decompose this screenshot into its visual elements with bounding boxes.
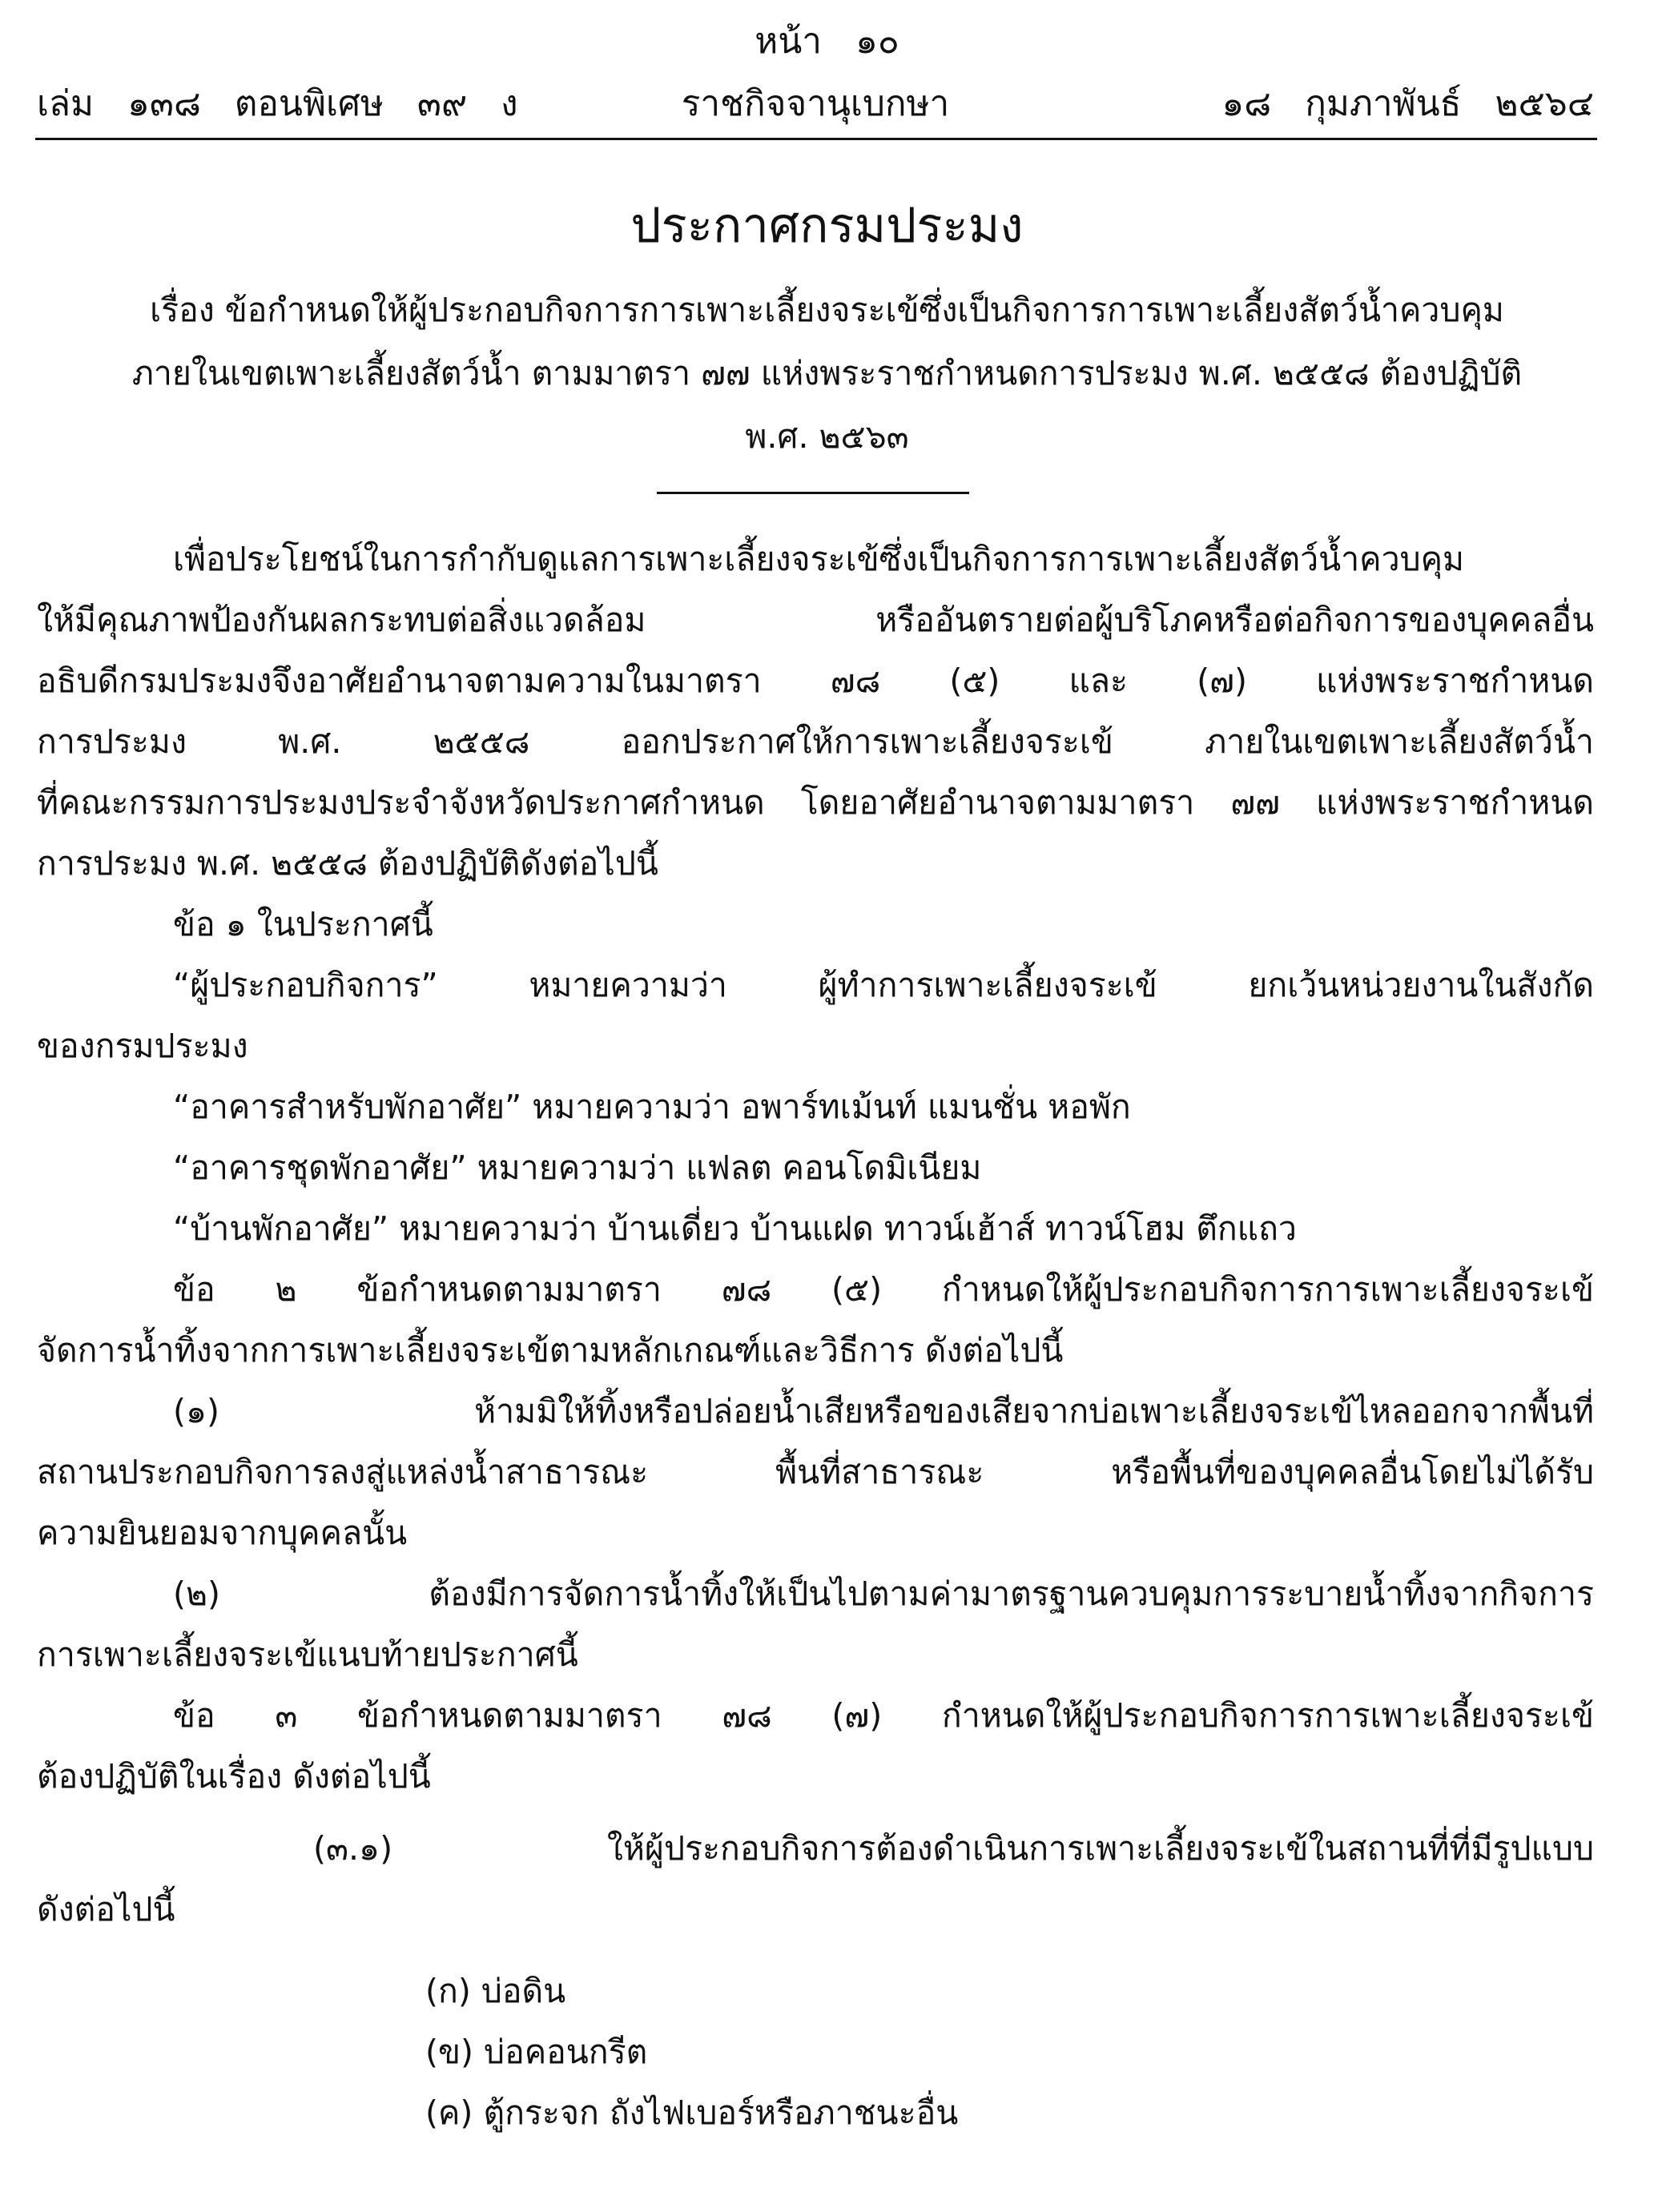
- definition-operator-cont: ของกรมประมง: [37, 1027, 248, 1065]
- clause-1-heading: ข้อ ๑ ในประกาศนี้: [173, 905, 433, 943]
- publication-name: ราชกิจจานุเบกษา: [681, 83, 950, 124]
- preamble-line: เพื่อประโยชน์ในการกำกับดูแลการเพาะเลี้ยงจระเข้ซึ่งเป็นกิจการการเพาะเลี้ยงสัตว์น้ำควบคุม: [173, 540, 1465, 578]
- subject-block: [40, 279, 1614, 469]
- preamble-line: การประมง พ.ศ. ๒๕๕๘ ออกประกาศให้การเพาะเลี้ยงจระเข้ ภายในเขตเพาะเลี้ยงสัตว์น้ำ: [37, 722, 1594, 761]
- preamble-line: ให้มีคุณภาพป้องกันผลกระทบต่อสิ่งแวดล้อม หรืออันตรายต่อผู้บริโภคหรือต่อกิจการของบุคคลอื่น: [37, 601, 1594, 639]
- definition-operator: “ผู้ประกอบกิจการ” หมายความว่า ผู้ทำการเพาะเลี้ยงจระเข้ ยกเว้นหน่วยงานในสังกัด: [173, 966, 1594, 1004]
- gazette-header: [37, 78, 1594, 130]
- clause-3-heading: ข้อ ๓ ข้อกำหนดตามมาตรา ๗๘ (๗) กำหนดให้ผู้ประกอบกิจการการเพาะเลี้ยงจระเข้: [173, 1696, 1594, 1735]
- preamble-line: อธิบดีกรมประมงจึงอาศัยอำนาจตามความในมาตรา ๗๘ (๕) และ (๗) แห่งพระราชกำหนด: [37, 662, 1594, 700]
- clause-3-sub-1: (๓.๑) ให้ผู้ประกอบกิจการต้องดำเนินการเพาะเลี้ยงจระเข้ในสถานที่ที่มีรูปแบบ: [313, 1829, 1594, 1868]
- option-concrete-pond: (ข) บ่อคอนกรีต: [425, 2033, 648, 2071]
- subject-line: ภายในเขตเพาะเลี้ยงสัตว์น้ำ ตามมาตรา ๗๗ แห่งพระราชกำหนดการประมง พ.ศ. ๒๕๕๘ ต้องปฏิบัติ: [131, 354, 1523, 392]
- preamble-line: ที่คณะกรรมการประมงประจำจังหวัดประกาศกำหนด โดยอาศัยอำนาจตามมาตรา ๗๗ แห่งพระราชกำหนด: [37, 783, 1594, 822]
- document-body: [37, 529, 1594, 2143]
- title-divider: [657, 492, 969, 494]
- volume-issue: เล่ม ๑๓๘ ตอนพิเศษ ๓๙ ง: [37, 83, 518, 124]
- definition-residential-building: “อาคารสำหรับพักอาศัย” หมายความว่า อพาร์ทเม้นท์ แมนชั่น หอพัก: [173, 1088, 1131, 1126]
- subject-year: พ.ศ. ๒๕๖๓: [745, 417, 909, 456]
- clause-2-line: จัดการน้ำทิ้งจากการเพาะเลี้ยงจระเข้ตามหลักเกณฑ์และวิธีการ ดังต่อไปนี้: [37, 1331, 1064, 1369]
- document-title: ประกาศกรมประมง: [630, 198, 1024, 254]
- clause-2-item-1: (๑) ห้ามมิให้ทิ้งหรือปล่อยน้ำเสียหรือของเสียจากบ่อเพาะเลี้ยงจระเข้ไหลออกจากพื้นที่: [173, 1392, 1594, 1430]
- definition-condominium: “อาคารชุดพักอาศัย” หมายความว่า แฟลต คอนโดมิเนียม: [173, 1148, 982, 1187]
- page-number: หน้า ๑๐: [755, 21, 899, 62]
- subject-line: เรื่อง ข้อกำหนดให้ผู้ประกอบกิจการการเพาะเลี้ยงจระเข้ซึ่งเป็นกิจการการเพาะเลี้ยงสัตว์น้ำควบคุม: [150, 291, 1504, 329]
- spacer: [37, 1940, 1594, 1961]
- clause-2-item-1-line: ความยินยอมจากบุคคลนั้น: [37, 1514, 408, 1552]
- publication-date: ๑๘ กุมภาพันธ์ ๒๕๖๔: [1221, 83, 1594, 124]
- header-divider: [35, 138, 1597, 140]
- option-glass-tank: (ค) ตู้กระจก ถังไฟเบอร์หรือภาชนะอื่น: [425, 2093, 959, 2132]
- clause-2-item-2-line: การเพาะเลี้ยงจระเข้แนบท้ายประกาศนี้: [37, 1635, 578, 1674]
- clause-2-item-2: (๒) ต้องมีการจัดการน้ำทิ้งให้เป็นไปตามค่ามาตรฐานควบคุมการระบายน้ำทิ้งจากกิจการ: [173, 1575, 1594, 1613]
- clause-2-item-1-line: สถานประกอบกิจการลงสู่แหล่งน้ำสาธารณะ พื้นที่สาธารณะ หรือพื้นที่ของบุคคลอื่นโดยไม่ได้รับ: [37, 1453, 1594, 1491]
- clause-3-line: ต้องปฏิบัติในเรื่อง ดังต่อไปนี้: [37, 1757, 431, 1796]
- spacer: [37, 1807, 1594, 1818]
- definition-house: “บ้านพักอาศัย” หมายความว่า บ้านเดี่ยว บ้านแฝด ทาวน์เฮ้าส์ ทาวน์โฮม ตึกแถว: [173, 1209, 1297, 1248]
- clause-2-heading: ข้อ ๒ ข้อกำหนดตามมาตรา ๗๘ (๕) กำหนดให้ผู้ประกอบกิจการการเพาะเลี้ยงจระเข้: [173, 1270, 1594, 1309]
- option-earthen-pond: (ก) บ่อดิน: [425, 1972, 566, 2010]
- clause-3-sub-1-line: ดังต่อไปนี้: [37, 1890, 175, 1928]
- preamble-line: การประมง พ.ศ. ๒๕๕๘ ต้องปฏิบัติดังต่อไปนี้: [37, 844, 658, 883]
